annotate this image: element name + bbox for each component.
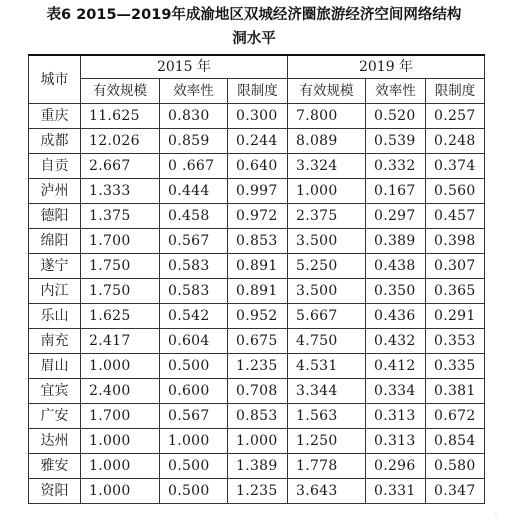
efficiency-2015-cell: 0.500 xyxy=(160,454,228,479)
cavity-level-table xyxy=(28,54,485,504)
effective-size-2019-cell: 1.778 xyxy=(288,454,366,479)
effective-size-2019-cell: 5.250 xyxy=(288,254,366,279)
effective-size-2015-cell: 2.400 xyxy=(81,379,160,404)
city-name-cell: 雅安 xyxy=(29,454,81,479)
table-row xyxy=(29,279,485,304)
efficiency-2019-cell: 0.520 xyxy=(366,104,426,129)
constraint-2015-cell: 1.235 xyxy=(228,479,288,504)
table-row xyxy=(29,404,485,429)
constraint-2015-cell: 0.300 xyxy=(228,104,288,129)
table-body xyxy=(29,104,485,504)
constraint-2015-cell: 0.972 xyxy=(228,204,288,229)
efficiency-2015-cell: 0 .667 xyxy=(160,154,228,179)
constraint-2019-cell: 0.335 xyxy=(426,354,485,379)
city-name-cell: 资阳 xyxy=(29,479,81,504)
efficiency-2015-cell: 0.583 xyxy=(160,254,228,279)
effective-size-2015-cell: 2.667 xyxy=(81,154,160,179)
effective-size-2015-cell: 1.700 xyxy=(81,229,160,254)
table-title-line-1: 表6 2015—2019年成渝地区双城经济圈旅游经济空间网络结构 xyxy=(46,7,462,23)
table-title xyxy=(4,3,504,51)
city-column-header: 城市 xyxy=(29,55,81,104)
efficiency-2015-cell: 0.830 xyxy=(160,104,228,129)
efficiency-2019-cell: 0.334 xyxy=(366,379,426,404)
constraint-2015-cell: 0.853 xyxy=(228,404,288,429)
constraint-2015-cell: 0.675 xyxy=(228,329,288,354)
city-name-cell: 泸州 xyxy=(29,179,81,204)
effective-size-2015-cell: 1.000 xyxy=(81,354,160,379)
constraint-2019-cell: 0.381 xyxy=(426,379,485,404)
constraint-2019-cell: 0.854 xyxy=(426,429,485,454)
effective-size-2015-cell: 1.000 xyxy=(81,429,160,454)
constraint-2015-header: 限制度 xyxy=(228,79,288,104)
table-row xyxy=(29,129,485,154)
efficiency-2019-cell: 0.167 xyxy=(366,179,426,204)
constraint-2019-cell: 0.353 xyxy=(426,329,485,354)
constraint-2019-cell: 0.560 xyxy=(426,179,485,204)
efficiency-2019-cell: 0.332 xyxy=(366,154,426,179)
constraint-2015-cell: 0.952 xyxy=(228,304,288,329)
constraint-2015-cell: 1.389 xyxy=(228,454,288,479)
city-name-cell: 重庆 xyxy=(29,104,81,129)
efficiency-2015-cell: 0.859 xyxy=(160,129,228,154)
table-row xyxy=(29,104,485,129)
efficiency-2019-cell: 0.412 xyxy=(366,354,426,379)
constraint-2019-cell: 0.398 xyxy=(426,229,485,254)
efficiency-2015-header: 效率性 xyxy=(160,79,228,104)
efficiency-2015-cell: 0.542 xyxy=(160,304,228,329)
table-row xyxy=(29,379,485,404)
year-2015-header: 2015 年 xyxy=(81,55,288,79)
efficiency-2019-cell: 0.432 xyxy=(366,329,426,354)
efficiency-2019-cell: 0.296 xyxy=(366,454,426,479)
table-row xyxy=(29,354,485,379)
effective-size-2019-cell: 1.000 xyxy=(288,179,366,204)
effective-size-2015-cell: 1.000 xyxy=(81,454,160,479)
efficiency-2015-cell: 0.567 xyxy=(160,229,228,254)
city-name-cell: 自贡 xyxy=(29,154,81,179)
effective-size-2015-cell: 2.417 xyxy=(81,329,160,354)
constraint-2019-cell: 0.457 xyxy=(426,204,485,229)
effective-size-2015-header: 有效规模 xyxy=(81,79,160,104)
city-name-cell: 宜宾 xyxy=(29,379,81,404)
effective-size-2019-cell: 3.344 xyxy=(288,379,366,404)
city-name-cell: 眉山 xyxy=(29,354,81,379)
table-row xyxy=(29,329,485,354)
constraint-2015-cell: 0.708 xyxy=(228,379,288,404)
constraint-2019-cell: 0.374 xyxy=(426,154,485,179)
constraint-2015-cell: 0.853 xyxy=(228,229,288,254)
constraint-2015-cell: 0.244 xyxy=(228,129,288,154)
city-name-cell: 广安 xyxy=(29,404,81,429)
efficiency-2015-cell: 0.500 xyxy=(160,479,228,504)
effective-size-2019-cell: 4.531 xyxy=(288,354,366,379)
effective-size-2019-cell: 3.324 xyxy=(288,154,366,179)
effective-size-2019-cell: 3.643 xyxy=(288,479,366,504)
efficiency-2019-cell: 0.539 xyxy=(366,129,426,154)
effective-size-2019-cell: 1.563 xyxy=(288,404,366,429)
effective-size-2019-cell: 2.375 xyxy=(288,204,366,229)
efficiency-2015-cell: 0.600 xyxy=(160,379,228,404)
effective-size-2015-cell: 1.333 xyxy=(81,179,160,204)
effective-size-2015-cell: 1.750 xyxy=(81,279,160,304)
efficiency-2019-cell: 0.331 xyxy=(366,479,426,504)
city-name-cell: 成都 xyxy=(29,129,81,154)
effective-size-2019-cell: 3.500 xyxy=(288,279,366,304)
efficiency-2019-cell: 0.436 xyxy=(366,304,426,329)
table-row xyxy=(29,154,485,179)
constraint-2019-cell: 0.248 xyxy=(426,129,485,154)
constraint-2019-header: 限制度 xyxy=(426,79,485,104)
effective-size-2015-cell: 1.750 xyxy=(81,254,160,279)
table-title-line-2: 洞水平 xyxy=(232,31,276,47)
constraint-2019-cell: 0.257 xyxy=(426,104,485,129)
city-name-cell: 乐山 xyxy=(29,304,81,329)
efficiency-2015-cell: 1.000 xyxy=(160,429,228,454)
efficiency-2015-cell: 0.604 xyxy=(160,329,228,354)
city-name-cell: 达州 xyxy=(29,429,81,454)
efficiency-2019-cell: 0.438 xyxy=(366,254,426,279)
constraint-2019-cell: 0.365 xyxy=(426,279,485,304)
table-row xyxy=(29,254,485,279)
city-name-cell: 德阳 xyxy=(29,204,81,229)
effective-size-2019-cell: 8.089 xyxy=(288,129,366,154)
efficiency-2019-cell: 0.297 xyxy=(366,204,426,229)
efficiency-2019-cell: 0.389 xyxy=(366,229,426,254)
efficiency-2019-cell: 0.313 xyxy=(366,429,426,454)
efficiency-2015-cell: 0.500 xyxy=(160,354,228,379)
efficiency-2019-cell: 0.350 xyxy=(366,279,426,304)
city-name-cell: 绵阳 xyxy=(29,229,81,254)
constraint-2015-cell: 0.997 xyxy=(228,179,288,204)
efficiency-2015-cell: 0.583 xyxy=(160,279,228,304)
effective-size-2019-cell: 7.800 xyxy=(288,104,366,129)
table-row xyxy=(29,229,485,254)
table-row xyxy=(29,454,485,479)
table-row xyxy=(29,179,485,204)
constraint-2015-cell: 0.891 xyxy=(228,279,288,304)
constraint-2019-cell: 0.347 xyxy=(426,479,485,504)
effective-size-2019-header: 有效规模 xyxy=(288,79,366,104)
constraint-2015-cell: 0.891 xyxy=(228,254,288,279)
constraint-2015-cell: 1.000 xyxy=(228,429,288,454)
city-name-cell: 南充 xyxy=(29,329,81,354)
watermark-icon: ◦ xyxy=(492,511,498,521)
table-row xyxy=(29,429,485,454)
effective-size-2019-cell: 5.667 xyxy=(288,304,366,329)
table-row xyxy=(29,204,485,229)
effective-size-2015-cell: 11.625 xyxy=(81,104,160,129)
effective-size-2015-cell: 1.375 xyxy=(81,204,160,229)
constraint-2015-cell: 0.640 xyxy=(228,154,288,179)
effective-size-2019-cell: 1.250 xyxy=(288,429,366,454)
efficiency-2015-cell: 0.444 xyxy=(160,179,228,204)
table-row xyxy=(29,479,485,504)
constraint-2019-cell: 0.307 xyxy=(426,254,485,279)
constraint-2015-cell: 1.235 xyxy=(228,354,288,379)
effective-size-2015-cell: 12.026 xyxy=(81,129,160,154)
city-name-cell: 遂宁 xyxy=(29,254,81,279)
efficiency-2015-cell: 0.458 xyxy=(160,204,228,229)
constraint-2019-cell: 0.291 xyxy=(426,304,485,329)
constraint-2019-cell: 0.672 xyxy=(426,404,485,429)
efficiency-2015-cell: 0.567 xyxy=(160,404,228,429)
city-name-cell: 内江 xyxy=(29,279,81,304)
year-2019-header: 2019 年 xyxy=(288,55,485,79)
effective-size-2015-cell: 1.700 xyxy=(81,404,160,429)
table-row xyxy=(29,304,485,329)
efficiency-2019-cell: 0.313 xyxy=(366,404,426,429)
effective-size-2015-cell: 1.625 xyxy=(81,304,160,329)
constraint-2019-cell: 0.580 xyxy=(426,454,485,479)
efficiency-2019-header: 效率性 xyxy=(366,79,426,104)
effective-size-2019-cell: 3.500 xyxy=(288,229,366,254)
effective-size-2015-cell: 1.000 xyxy=(81,479,160,504)
effective-size-2019-cell: 4.750 xyxy=(288,329,366,354)
